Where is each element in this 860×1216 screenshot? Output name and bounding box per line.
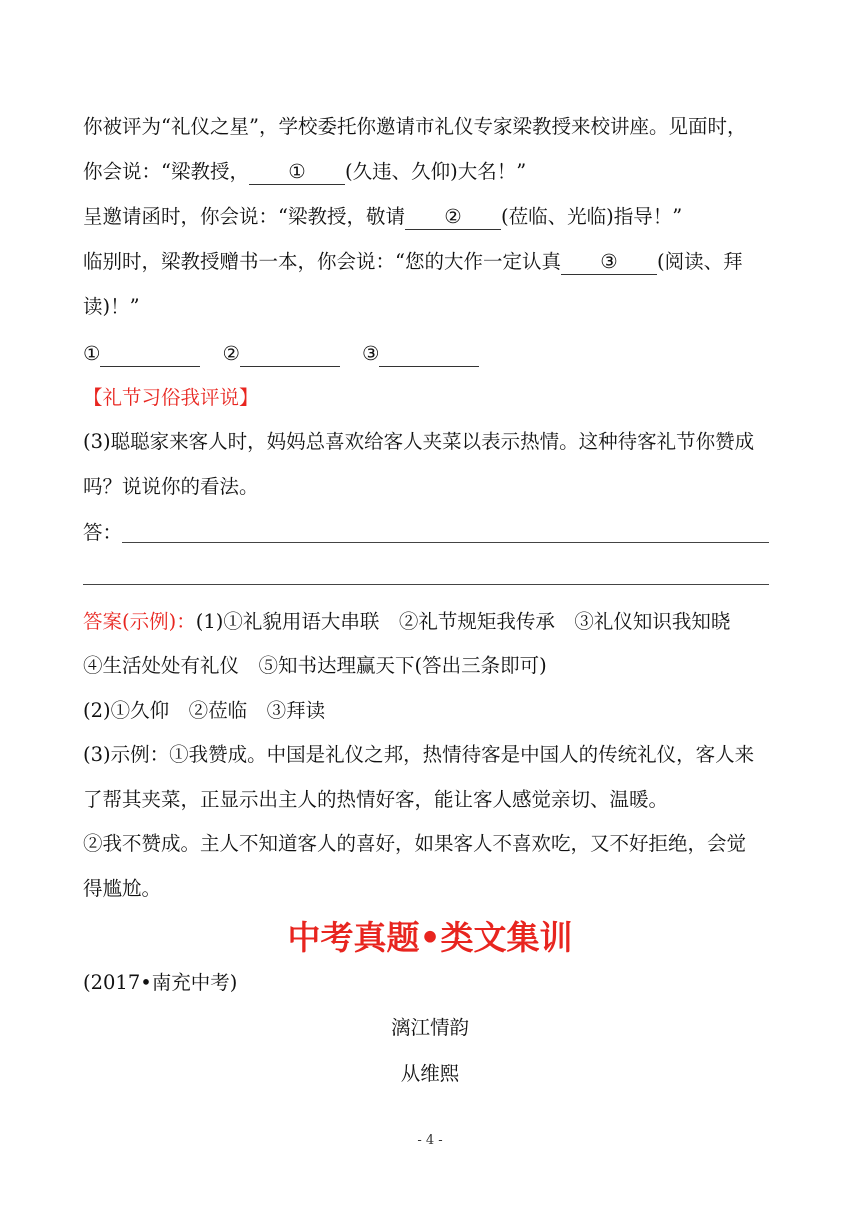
q2-line2-before: 你会说：“梁教授， [83,160,249,183]
answer-slot-2-label: ② [222,342,240,365]
q2-line4-before: 临别时，梁教授赠书一本，你会说：“您的大作一定认真 [83,250,561,273]
answer-slot-1[interactable] [100,342,200,367]
section-title: 中考真题•类文集训 [287,918,573,957]
blank-1[interactable]: ① [249,160,345,185]
q2-line5: 读)！” [83,295,140,318]
q3-answer-label: 答： [83,521,123,544]
article-author: 从维熙 [400,1062,460,1085]
q2-intro-line: 你被评为“礼仪之星”，学校委托你邀请市礼仪专家梁教授来校讲座。见面时， [83,115,747,138]
q2-line4-after: (阅读、拜 [656,250,743,273]
answers-line1 [83,608,783,636]
page-number: - 4 - [417,1133,443,1148]
answers-line4: (3)示例：①我赞成。中国是礼仪之邦，热情待客是中国人的传统礼仪，客人来 [83,743,755,766]
answer-line-2[interactable] [83,584,769,585]
answer-slot-3[interactable] [379,342,479,367]
section-header: 【礼节习俗我评说】 [83,386,259,409]
q2-line-blank3 [83,248,783,276]
q2-line-blank2 [83,203,783,231]
answer-slot-3-label: ③ [361,342,380,365]
answer-line-1[interactable] [122,542,769,543]
q2-line3-after: (莅临、光临)指导！” [500,205,683,228]
answers-line7: 得尴尬。 [83,877,162,900]
q2-line-blank1 [83,158,783,186]
article-title: 漓江情韵 [390,1016,469,1039]
answers-line2: ④生活处处有礼仪 ⑤知书达理赢天下(答出三条即可) [83,654,547,677]
answers-line6: ②我不赞成。主人不知道客人的喜好，如果客人不喜欢吃，又不好拒绝，会觉 [83,832,747,855]
source-line: (2017•南充中考) [83,971,238,994]
answers-text-1: (1)①礼貌用语大串联 ②礼节规矩我传承 ③礼仪知识我知晓 [195,610,731,633]
answer-slot-1-label: ① [83,342,101,365]
q3-line1: (3)聪聪家来客人时，妈妈总喜欢给客人夹菜以表示热情。这种待客礼节你赞成 [83,430,755,453]
blank-2[interactable]: ② [405,205,501,230]
answer-slot-2[interactable] [240,342,340,367]
answers-line5: 了帮其夹菜，正显示出主人的热情好客，能让客人感觉亲切、温暖。 [83,788,669,811]
q3-line2: 吗？说说你的看法。 [83,475,259,498]
answers-label: 答案(示例)： [83,610,196,633]
answer-slots-row [83,340,783,368]
answers-line3: (2)①久仰 ②莅临 ③拜读 [83,699,326,722]
q2-line3-before: 呈邀请函时，你会说：“梁教授，敬请 [83,205,405,228]
blank-3[interactable]: ③ [561,250,657,275]
q2-line2-after: (久违、久仰)大名！” [344,160,527,183]
